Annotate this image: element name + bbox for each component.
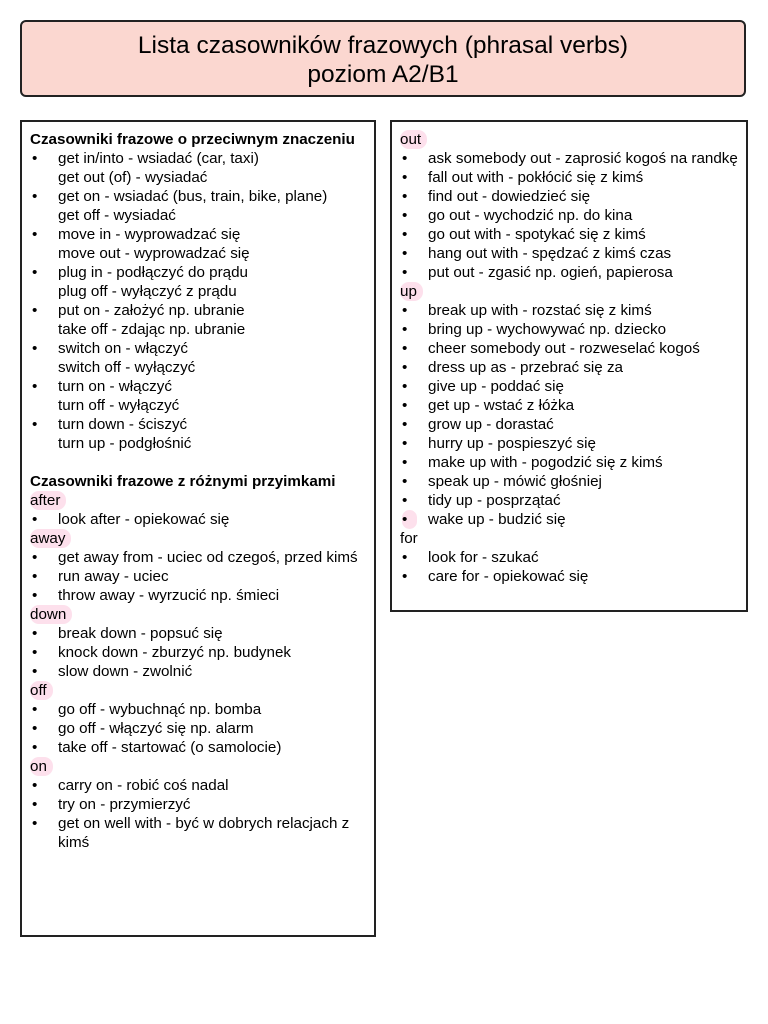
bullet-icon: • <box>32 739 38 756</box>
category-label: out <box>400 130 427 149</box>
left-column <box>20 120 376 937</box>
bullet-icon: • <box>32 777 38 794</box>
list-item-continuation: switch off - wyłączyć <box>58 359 196 376</box>
bullet-icon: • <box>32 226 38 243</box>
category-on <box>30 757 368 852</box>
bullet-icon: • <box>32 663 38 680</box>
bullet-icon: • <box>32 302 38 319</box>
bullet-icon: • <box>402 169 408 186</box>
list-item-continuation: get off - wysiadać <box>58 207 176 224</box>
list-item: • turn on - włączyć <box>32 378 172 395</box>
spacer <box>30 453 368 472</box>
list-item: • slow down - zwolnić <box>32 663 193 680</box>
category-down <box>30 605 368 681</box>
category-for <box>400 529 742 586</box>
section-heading-opposites: Czasowniki frazowe o przeciwnym znaczeniu <box>30 131 355 148</box>
list-item: • cheer somebody out - rozweselać kogoś <box>402 340 700 357</box>
right-column <box>390 120 748 612</box>
list-item: • try on - przymierzyć <box>32 796 191 813</box>
bullet-icon: • <box>32 815 38 832</box>
list-item-continuation: move out - wyprowadzać się <box>58 245 250 262</box>
category-label: after <box>30 491 66 510</box>
list-item-continuation: turn off - wyłączyć <box>58 397 180 414</box>
list-item: • run away - uciec <box>32 568 169 585</box>
bullet-icon: • <box>32 340 38 357</box>
list-item: • switch on - włączyć <box>32 340 188 357</box>
bullet-icon: • <box>32 796 38 813</box>
bullet-icon: • <box>32 511 38 528</box>
list-item: • tidy up - posprzątać <box>402 492 561 509</box>
bullet-icon: • <box>402 510 417 529</box>
list-item: • hang out with - spędzać z kimś czas <box>402 245 672 262</box>
category-label: for <box>400 530 418 547</box>
bullet-icon: • <box>402 473 408 490</box>
list-item: • speak up - mówić głośniej <box>402 473 602 490</box>
bullet-icon: • <box>402 378 408 395</box>
list-item-continuation: take off - zdając np. ubranie <box>58 321 246 338</box>
list-item: • knock down - zburzyć np. budynek <box>32 644 291 661</box>
bullet-icon: • <box>402 549 408 566</box>
list-item-continuation: get out (of) - wysiadać <box>58 169 208 186</box>
list-item: • get up - wstać z łóżka <box>402 397 575 414</box>
list-item: • look for - szukać <box>402 549 539 566</box>
bullet-icon: • <box>402 207 408 224</box>
bullet-icon: • <box>402 321 408 338</box>
list-item: • go off - wybuchnąć np. bomba <box>32 701 262 718</box>
list-item: • wake up - budzić się <box>402 511 566 528</box>
list-item: • grow up - dorastać <box>402 416 554 433</box>
bullet-icon: • <box>32 188 38 205</box>
section-heading-prepositions: Czasowniki frazowe z różnymi przyimkami <box>30 473 336 490</box>
list-item: • turn down - ściszyć <box>32 416 188 433</box>
list-item: • ask somebody out - zaprosić kogoś na randkę <box>402 150 738 167</box>
bullet-icon: • <box>32 416 38 433</box>
list-item: • give up - poddać się <box>402 378 564 395</box>
list-item: • throw away - wyrzucić np. śmieci <box>32 587 280 604</box>
list-item: • get away from - uciec od czegoś, przed kimś <box>32 549 358 566</box>
opposites-list <box>30 149 368 453</box>
list-item: • take off - startować (o samolocie) <box>32 739 282 756</box>
bullet-icon: • <box>32 587 38 604</box>
list-item: • break down - popsuć się <box>32 625 223 642</box>
category-label: on <box>30 757 53 776</box>
list-item: • look after - opiekować się <box>32 511 230 528</box>
list-item: • dress up as - przebrać się za <box>402 359 623 376</box>
bullet-icon: • <box>402 492 408 509</box>
bullet-icon: • <box>32 625 38 642</box>
category-out <box>400 130 742 282</box>
category-label: away <box>30 529 71 548</box>
bullet-icon: • <box>32 549 38 566</box>
bullet-icon: • <box>402 150 408 167</box>
page-subtitle: poziom A2/B1 <box>307 61 459 88</box>
list-item: • get on - wsiadać (bus, train, bike, plane) <box>32 188 328 205</box>
list-item: • care for - opiekować się <box>402 568 589 585</box>
bullet-icon: • <box>402 226 408 243</box>
bullet-icon: • <box>32 264 38 281</box>
list-item: • get in/into - wsiadać (car, taxi) <box>32 150 259 167</box>
list-item: • find out - dowiedzieć się <box>402 188 591 205</box>
bullet-icon: • <box>402 359 408 376</box>
bullet-icon: • <box>402 264 408 281</box>
bullet-icon: • <box>402 435 408 452</box>
bullet-icon: • <box>32 701 38 718</box>
category-label: off <box>30 681 53 700</box>
list-item: • get on well with - być w dobrych relacjach z kimś <box>32 815 350 851</box>
bullet-icon: • <box>32 378 38 395</box>
list-item: • move in - wyprowadzać się <box>32 226 241 243</box>
list-item: • hurry up - pospieszyć się <box>402 435 596 452</box>
category-up <box>400 282 742 529</box>
list-item: • fall out with - pokłócić się z kimś <box>402 169 644 186</box>
list-item: • make up with - pogodzić się z kimś <box>402 454 663 471</box>
bullet-icon: • <box>402 397 408 414</box>
category-after <box>30 491 368 529</box>
bullet-icon: • <box>32 720 38 737</box>
bullet-icon: • <box>32 568 38 585</box>
bullet-icon: • <box>402 568 408 585</box>
category-away <box>30 529 368 605</box>
bullet-icon: • <box>402 416 408 433</box>
list-item: • plug in - podłączyć do prądu <box>32 264 248 281</box>
bullet-icon: • <box>402 302 408 319</box>
bullet-icon: • <box>402 340 408 357</box>
list-item-continuation: plug off - wyłączyć z prądu <box>58 283 237 300</box>
list-item: • go out with - spotykać się z kimś <box>402 226 646 243</box>
title-box <box>20 20 746 97</box>
bullet-icon: • <box>402 188 408 205</box>
bullet-icon: • <box>402 245 408 262</box>
list-item: • put out - zgasić np. ogień, papierosa <box>402 264 673 281</box>
list-item: • bring up - wychowywać np. dziecko <box>402 321 667 338</box>
list-item: • go out - wychodzić np. do kina <box>402 207 633 224</box>
bullet-icon: • <box>402 454 408 471</box>
page-title: Lista czasowników frazowych (phrasal verbs) <box>137 32 629 59</box>
list-item: • break up with - rozstać się z kimś <box>402 302 652 319</box>
category-label: up <box>400 282 423 301</box>
list-item-continuation: turn up - podgłośnić <box>58 435 192 452</box>
bullet-icon: • <box>32 150 38 167</box>
list-item: • carry on - robić coś nadal <box>32 777 229 794</box>
list-item: • put on - założyć np. ubranie <box>32 302 245 319</box>
list-item: • go off - włączyć się np. alarm <box>32 720 254 737</box>
category-off <box>30 681 368 757</box>
category-label: down <box>30 605 72 624</box>
bullet-icon: • <box>32 644 38 661</box>
